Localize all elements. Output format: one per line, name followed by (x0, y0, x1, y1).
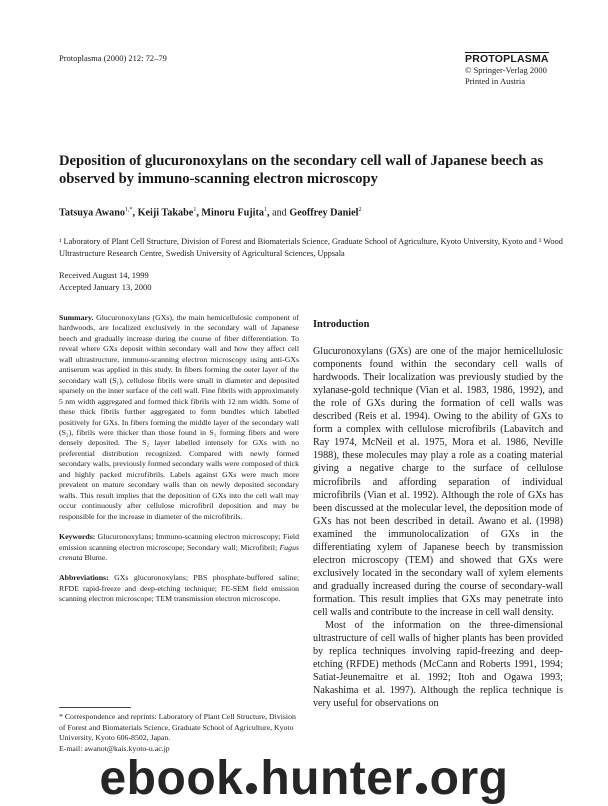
summary-paragraph (59, 313, 299, 522)
keywords-text: Glucuronoxylans; Immuno-scanning electron microscopy; Field emission scanning electron microscope; Secondary wall; Microfibril; (59, 532, 299, 552)
introduction-section (313, 318, 563, 710)
copyright-line: © Springer-Verlag 2000 (465, 65, 547, 75)
author-name: Minoru Fujita (201, 207, 264, 219)
journal-brand: PROTOPLASMA (465, 53, 549, 65)
article-dates (59, 270, 152, 293)
accepted-date: Accepted January 13, 2000 (59, 281, 152, 292)
footnote-rule (59, 707, 131, 708)
author-affiliation-mark: 1 (263, 207, 267, 213)
author-list: Tatsuya Awano$^{1,*}$, Keiji Takabe$^1$, Minoru Fujita$^1$, and Geoffrey Daniel$^2$ (59, 207, 362, 219)
abbreviations-text: GXs glucuronoxylans; PBS phosphate-buffered saline; RFDE rapid-freeze and deep-etching technique; FE-SEM field emission scanning electron microscope; TEM transmission electron microscope. (59, 573, 299, 604)
watermark-part: ebook (99, 752, 244, 805)
author-affiliation-mark: 2 (358, 207, 362, 213)
footnote-email: E-mail: awanot@kais.kyoto-u.ac.jp (59, 743, 170, 753)
summary-label: Summary. (59, 313, 94, 322)
received-date: Received August 14, 1999 (59, 270, 149, 280)
author-affiliation-mark: 1 (193, 207, 197, 213)
journal-reference: Protoplasma (2000) 212: 72–79 (59, 53, 167, 63)
summary-text: Glucuronoxylans (GXs), the main hemicellulosic component of hardwoods, are localized exclusively in the secondary wall of Japanese beech and gradually increase during the course of fiber differentiation. To reveal where GXs deposit within secondary wall and how they affect cell wall ultrastructure, immuno-scanning electron microscopy using anti-GXs antiserum was applied in this study. In fibers forming the outer layer of the secondary wall (S₁), cellulose fibrils were small in diameter and deposited sparsely on the inner surface of the cell wall. Fine fibrils with approximately 5 nm width aggregated and formed thick fibrils with 12 nm width. Some of these thick fibrils further aggregated to form bundles which labelled positively for GXs. In fibers forming the middle layer of the secondary wall (S₂), fibrils were thicker than those found in S₁ forming fibers and were densely deposited. The S₂ layer labelled intensely for GXs with no preferential distribution recognized. Compared with newly formed secondary walls, previously formed secondary walls were composed of thick and highly packed microfibrils. Labels against GXs were much more prevalent on mature secondary walls than on newly deposited secondary walls. This result implies that the deposition of GXs into the cell wall may occur continuously after cellulose microfibril deposition and may be responsible for the increase in diameter of the microfibrils. (59, 313, 299, 521)
author-name: Tatsuya Awano (59, 207, 125, 219)
introduction-paragraph-1: Glucuronoxylans (GXs) are one of the major hemicellulosic components found within the secondary cell walls of hardwoods. Their localization was previously studied by the xylanase-gold technique (Vian et al. 1983, 1986, 1992), and the role of GXs during the formation of cell walls was described (Reis et al. 1994). Owing to the ability of GXs to form a complex with cellulose microfibrils (Labavitch and Ray 1974, McNeil et al. 1975, Mora et al. 1986, Neville 1988), these molecules may play a role as a coating material giving a negative charge to the surface of cellulose microfibrils and affording separation of individual microfibrils (Vian et al. 1992). Although the role of GXs has been discussed at the molecular level, the deposition mode of GXs has not been described in detail. Awano et al. (1998) examined the immunolocalization of GXs in the differentiating xylem of Japanese beech by transmission electron microscopy (TEM) and showed that GXs were exclusively located in the secondary wall of xylem elements and gradually increased during the course of secondary-wall formation. This result implies that GXs may penetrate into cell walls and contribute to the increase in cell wall density. (313, 346, 563, 618)
watermark (0, 752, 608, 806)
author-conjunction: and (272, 207, 287, 219)
keywords-label: Keywords: (59, 532, 96, 542)
footnote-text: * Correspondence and reprints: Laboratory of Plant Cell Structure, Division of Forest and Biomaterials Science, Graduate School of Agriculture, Kyoto University, Kyoto 606-8502, Japan. (59, 712, 296, 742)
author-name: Geoffrey Daniel (289, 207, 359, 219)
species-authority: Blume. (84, 552, 108, 562)
abbreviations-paragraph (59, 573, 299, 604)
introduction-paragraph-2: Most of the information on the three-dimensional ultrastructure of cell walls of higher plants has been provided by replica techniques involving rapid-freezing and deep-etching (RFDE) methods (McCann and Roberts 1991, 1994; Satiat-Jeunemaitre et al. 1992; Itoh and Ogawa 1993; Nakashima et al. 1997). Although the replica technique is very useful for observations on (313, 620, 563, 710)
watermark-part: hunter (260, 752, 413, 805)
keywords-paragraph (59, 532, 299, 563)
introduction-heading: Introduction (313, 319, 370, 330)
abbreviations-label: Abbreviations: (59, 573, 109, 583)
author-affiliation-mark: 1,* (124, 207, 133, 213)
watermark-dot (416, 783, 427, 794)
watermark-part: org (429, 752, 509, 805)
article-title: Deposition of glucuronoxylans on the secondary cell wall of Japanese beech as observed by immuno-scanning electron microscopy (59, 153, 544, 187)
printed-line: Printed in Austria (465, 76, 525, 86)
species-name: Fagus crenata (59, 542, 300, 562)
watermark-dot (246, 783, 257, 794)
publisher-block (465, 52, 561, 87)
abstract-column (59, 313, 299, 615)
correspondence-footnote (59, 712, 299, 754)
affiliations: ¹ Laboratory of Plant Cell Structure, Division of Forest and Biomaterials Science, Graduate School of Agriculture, Kyoto University, Kyoto and ² Wood Ultrastructure Research Centre, Swedish University of Agricultural Sciences, Uppsala (59, 237, 563, 258)
author-name: Keiji Takabe (137, 207, 194, 219)
